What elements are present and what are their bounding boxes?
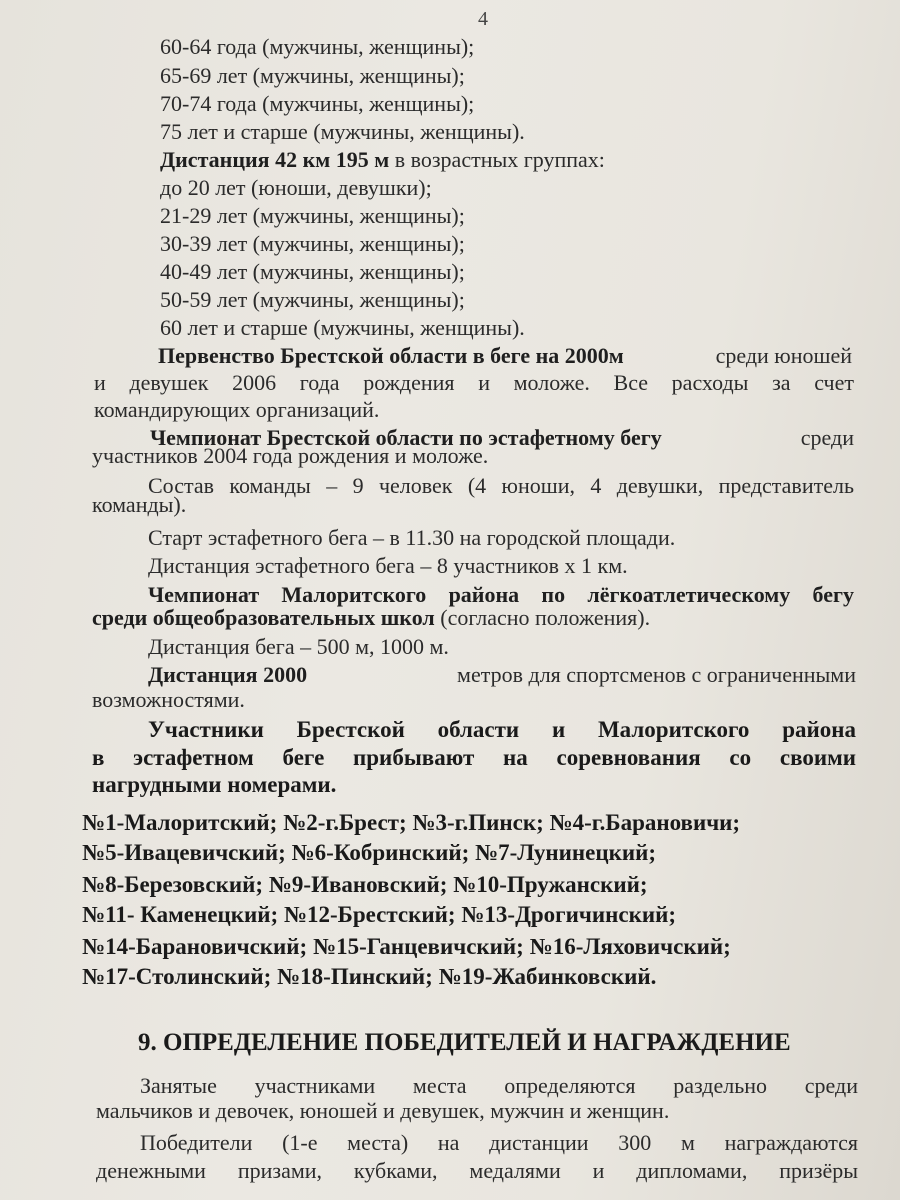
- bib-number-line: №8-Березовский; №9-Ивановский; №10-Пружанский;: [82, 872, 648, 897]
- age-group-line: 60-64 года (мужчины, женщины);: [160, 34, 475, 59]
- bib-number-line: №5-Ивацевичский; №6-Кобринский; №7-Лунинецкий;: [82, 840, 657, 865]
- paragraph-text: среди юношей: [715, 343, 852, 368]
- paragraph-text: среди: [800, 425, 854, 450]
- relay-participants-note: нагрудными номерами.: [92, 772, 337, 797]
- district-championship-title: Чемпионат Малоритского района по лёгкоатлетическому бегу: [148, 582, 854, 607]
- bib-number-line: №17-Столинский; №18-Пинский; №19-Жабинковский.: [82, 964, 657, 989]
- paragraph-line: [158, 343, 852, 369]
- paragraph-text: метров для спортсменов с ограниченными: [457, 662, 856, 687]
- age-group-line: 70-74 года (мужчины, женщины);: [160, 91, 475, 116]
- championship-2000m-title: Первенство Брестской области в беге на 2000м: [158, 343, 624, 368]
- paragraph-line: Дистанция эстафетного бега – 8 участников х 1 км.: [148, 553, 628, 578]
- marathon-group-line: 40-49 лет (мужчины, женщины);: [160, 259, 465, 284]
- schools-label: среди общеобразовательных школ: [92, 605, 435, 630]
- bib-number-line: №1-Малоритский; №2-г.Брест; №3-г.Пинск; №4-г.Барановичи;: [82, 810, 741, 835]
- marathon-distance-label: Дистанция 42 км 195 м: [160, 147, 390, 172]
- marathon-group-line: 21-29 лет (мужчины, женщины);: [160, 203, 465, 228]
- relay-participants-note: в эстафетном беге прибывают на соревнования со своими: [92, 745, 856, 770]
- paragraph-line: [148, 662, 856, 688]
- paragraph-text: (согласно положения).: [434, 605, 651, 630]
- paragraph-line: Занятые участниками места определяются раздельно среди: [140, 1073, 858, 1098]
- marathon-group-line: 50-59 лет (мужчины, женщины);: [160, 287, 465, 312]
- paragraph-line: Победители (1-е места) на дистанции 300 м награждаются: [140, 1130, 858, 1155]
- marathon-group-line: 60 лет и старше (мужчины, женщины).: [160, 315, 525, 340]
- paragraph-line: возможностями.: [92, 687, 245, 712]
- paragraph-line: командирующих организаций.: [94, 397, 380, 422]
- paragraph-line: команды).: [92, 492, 187, 517]
- marathon-heading: [160, 147, 605, 173]
- paragraph-line: и девушек 2006 года рождения и моложе. Все расходы за счет: [94, 370, 854, 395]
- relay-championship-title: Чемпионат Брестской области по эстафетному бегу: [150, 425, 662, 450]
- marathon-group-line: 30-39 лет (мужчины, женщины);: [160, 231, 465, 256]
- disability-distance-label: Дистанция 2000: [148, 662, 308, 687]
- paragraph-line: Состав команды – 9 человек (4 юноши, 4 девушки, представитель: [148, 473, 854, 498]
- paragraph-line: мальчиков и девочек, юношей и девушек, мужчин и женщин.: [96, 1098, 670, 1123]
- paragraph-line: денежными призами, кубками, медалями и дипломами, призёры: [96, 1158, 858, 1183]
- paragraph-line: [92, 605, 650, 631]
- section-heading: 9. ОПРЕДЕЛЕНИЕ ПОБЕДИТЕЛЕЙ И НАГРАЖДЕНИЕ: [138, 1029, 791, 1056]
- bib-number-line: №11- Каменецкий; №12-Брестский; №13-Дрогичинский;: [82, 902, 676, 927]
- paragraph-line: Дистанция бега – 500 м, 1000 м.: [148, 634, 449, 659]
- page-number: 4: [478, 8, 488, 30]
- age-group-line: 75 лет и старше (мужчины, женщины).: [160, 119, 525, 144]
- bib-number-line: №14-Барановичский; №15-Ганцевичский; №16-Ляховичский;: [82, 934, 731, 959]
- age-group-line: 65-69 лет (мужчины, женщины);: [160, 63, 465, 88]
- relay-participants-note: Участники Брестской области и Малоритского района: [148, 717, 856, 742]
- paragraph-line: участников 2004 года рождения и моложе.: [92, 443, 489, 468]
- marathon-groups-label: в возрастных группах:: [389, 147, 605, 172]
- paragraph-line: Старт эстафетного бега – в 11.30 на городской площади.: [148, 525, 676, 550]
- marathon-group-line: до 20 лет (юноши, девушки);: [160, 175, 432, 200]
